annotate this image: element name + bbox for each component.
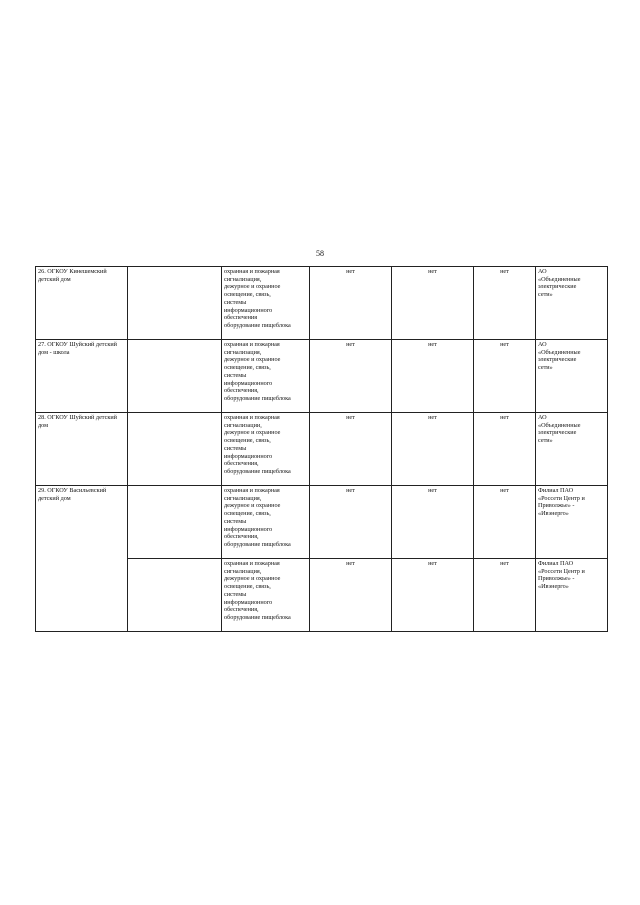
value-cell: нет bbox=[310, 559, 392, 632]
supplier-cell: Филиал ПАО «Россети Центр и Приволжье» - «Ивэнерго» bbox=[536, 559, 608, 632]
supplier-cell: АО «Объединенные электрические сети» bbox=[536, 340, 608, 413]
supplier-cell: Филиал ПАО «Россети Центр и Приволжье» - «Ивэнерго» bbox=[536, 486, 608, 559]
value-cell: нет bbox=[310, 413, 392, 486]
value-cell: нет bbox=[474, 413, 536, 486]
institution-name-cell: 29. ОГКОУ Васильевский детский дом bbox=[36, 486, 128, 632]
empty-cell bbox=[128, 267, 222, 340]
value-cell: нет bbox=[310, 486, 392, 559]
facilities-table bbox=[35, 266, 608, 632]
value-cell: нет bbox=[474, 486, 536, 559]
objects-cell: охранная и пожарная сигнализация, дежурное и охранное освещение, связь, системы информационного обеспечения, оборудование пищеблока bbox=[222, 486, 310, 559]
institution-name-cell: 28. ОГКОУ Шуйский детский дом bbox=[36, 413, 128, 486]
value-cell: нет bbox=[392, 267, 474, 340]
value-cell: нет bbox=[474, 559, 536, 632]
value-cell: нет bbox=[392, 413, 474, 486]
empty-cell bbox=[128, 486, 222, 559]
empty-cell bbox=[128, 413, 222, 486]
table-row bbox=[36, 340, 608, 413]
value-cell: нет bbox=[474, 267, 536, 340]
value-cell: нет bbox=[392, 486, 474, 559]
objects-cell: охранная и пожарная сигнализации, дежурное и охранное освещение, связь, системы информационного обеспечения, оборудование пищеблока bbox=[222, 413, 310, 486]
table-row bbox=[36, 486, 608, 559]
page-number: 58 bbox=[316, 249, 324, 258]
value-cell: нет bbox=[310, 340, 392, 413]
institution-name-cell: 27. ОГКОУ Шуйский детский дом - школа bbox=[36, 340, 128, 413]
value-cell: нет bbox=[392, 340, 474, 413]
objects-cell: охранная и пожарная сигнализация, дежурное и охранное освещение, связь, системы информационного обеспечения, оборудование пищеблока bbox=[222, 340, 310, 413]
institution-name-cell: 26. ОГКОУ Кинешемский детский дом bbox=[36, 267, 128, 340]
value-cell: нет bbox=[392, 559, 474, 632]
supplier-cell: АО «Объединенные электрические сети» bbox=[536, 267, 608, 340]
supplier-cell: АО «Объединенные электрические сети» bbox=[536, 413, 608, 486]
objects-cell: охранная и пожарная сигнализация, дежурное и охранное освещение, связь, системы информационного обеспечения оборудование пищеблока bbox=[222, 267, 310, 340]
objects-cell: охранная и пожарная сигнализация, дежурное и охранное освещение, связь, системы информационного обеспечения, оборудование пищеблока bbox=[222, 559, 310, 632]
table-row bbox=[36, 413, 608, 486]
table-row bbox=[36, 267, 608, 340]
empty-cell bbox=[128, 340, 222, 413]
value-cell: нет bbox=[474, 340, 536, 413]
value-cell: нет bbox=[310, 267, 392, 340]
empty-cell bbox=[128, 559, 222, 632]
